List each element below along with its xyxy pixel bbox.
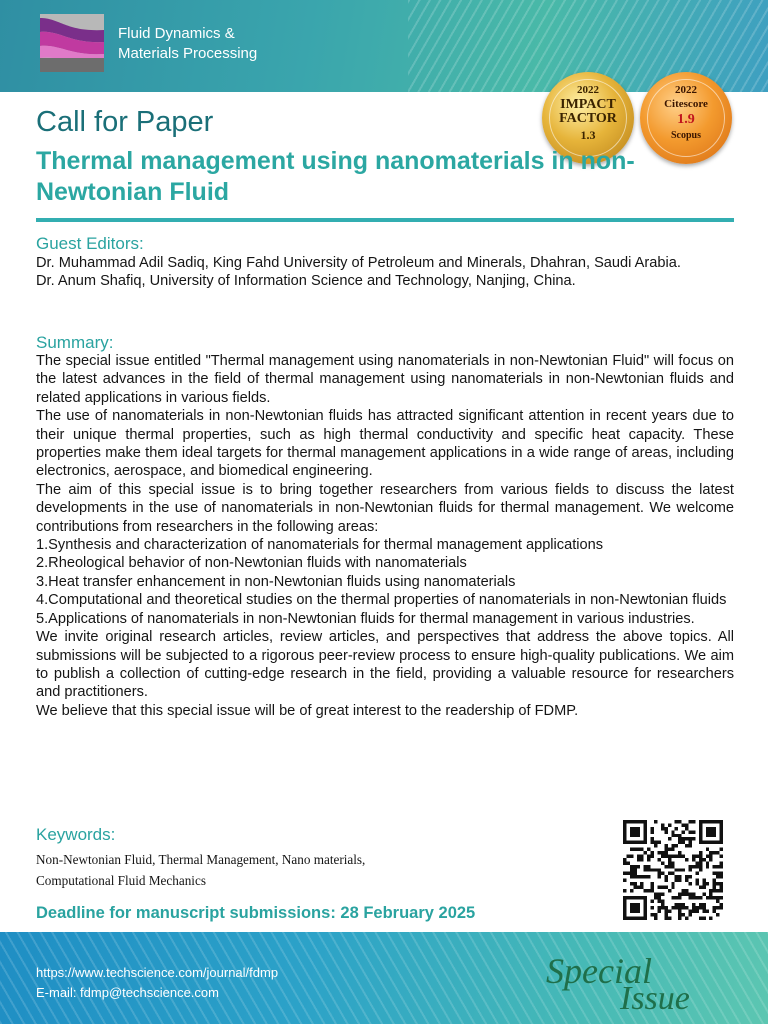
- guest-editors-list: [36, 254, 734, 291]
- summary-paragraph: We believe that this special issue will be of great interest to the readership of FDMP.: [36, 702, 579, 719]
- special-word: Special: [546, 951, 652, 991]
- summary-paragraph: The special issue entitled "Thermal management using nanomaterials in non-Newtonian Fluid" will focus on the latest advances in the field of thermal management using nanomaterials in non-Newtonian fluids and related applications in various fields.: [36, 353, 734, 406]
- issue-word: Issue: [620, 980, 690, 1017]
- header-banner: [0, 0, 768, 92]
- journal-logo-icon: [40, 14, 104, 72]
- keywords-text: [36, 849, 516, 891]
- guest-editor-1: Dr. Muhammad Adil Sadiq, King Fahd University of Petroleum and Minerals, Dhahran, Saudi Arabia.: [36, 255, 681, 271]
- citescore-source: Scopus: [670, 130, 701, 141]
- summary-body: [36, 352, 734, 720]
- footer-banner: [0, 932, 768, 1024]
- contact-info: [36, 963, 278, 1003]
- summary-heading: Summary:: [36, 333, 114, 352]
- citescore-value: 1.9: [677, 112, 695, 127]
- impact-factor-value: 1.3: [580, 128, 596, 142]
- guest-editors-heading: Guest Editors:: [36, 234, 144, 253]
- summary-paragraph: The use of nanomaterials in non-Newtonian fluids has attracted significant attention in recent years due to their unique thermal properties, such as high thermal conductivity and specific heat capacity. These properties make them ideal targets for thermal management applications in a wide range of areas, including electronics, aerospace, and biomedical engineering.: [36, 408, 734, 480]
- journal-name-line2: Materials Processing: [118, 45, 258, 62]
- keywords-heading: Keywords:: [36, 825, 116, 844]
- qr-code-icon[interactable]: [620, 820, 726, 920]
- citescore-label: Citescore: [664, 98, 708, 110]
- summary-paragraph: The aim of this special issue is to bring together researchers from various fields to discuss the latest developments in the use of nanomaterials in non-Newtonian fluids for thermal management. We welcome contributions from researchers in the following areas:: [36, 481, 734, 535]
- topic-item: 1.Synthesis and characterization of nanomaterials for thermal management applications: [36, 537, 604, 554]
- summary-paragraph: We invite original research articles, review articles, and perspectives that address the above topics. All submissions will be subjected to a rigorous peer-review process to ensure high-quality publications. We aim to publish a collection of cutting-edge research in the field, providing a valuable resource for researchers and practitioners.: [36, 629, 734, 701]
- topic-item: 4.Computational and theoretical studies on the thermal properties of nanomaterials in non-Newtonian fluids: [36, 592, 727, 609]
- impact-factor-label2: FACTOR: [559, 111, 617, 126]
- journal-name: [118, 24, 257, 64]
- keywords-line2: Computational Fluid Mechanics: [36, 873, 206, 888]
- topic-item: 2.Rheological behavior of non-Newtonian fluids with nanomaterials: [36, 555, 467, 572]
- journal-url-link[interactable]: https://www.techscience.com/journal/fdmp: [36, 965, 279, 980]
- keywords-line1: Non-Newtonian Fluid, Thermal Management, Nano materials,: [36, 852, 366, 867]
- special-issue-wordmark: [546, 946, 736, 1020]
- email-link[interactable]: E-mail: fdmp@techscience.com: [36, 985, 219, 1000]
- title-divider: [36, 218, 734, 222]
- special-issue-title: Thermal management using nanomaterials in non-Newtonian Fluid: [36, 147, 635, 206]
- journal-name-line1: Fluid Dynamics &: [118, 25, 235, 42]
- impact-factor-year: 2022: [577, 84, 599, 96]
- submission-deadline: Deadline for manuscript submissions: 28 February 2025: [36, 904, 476, 922]
- citescore-year: 2022: [675, 84, 697, 96]
- call-for-paper-heading: Call for Paper: [36, 106, 214, 138]
- guest-editor-2: Dr. Anum Shafiq, University of Information Science and Technology, Nanjing, China.: [36, 273, 576, 290]
- topic-item: 5.Applications of nanomaterials in non-Newtonian fluids for thermal management in various industries.: [36, 610, 695, 627]
- topic-item: 3.Heat transfer enhancement in non-Newtonian fluids using nanomaterials: [36, 573, 516, 590]
- impact-factor-label1: IMPACT: [560, 97, 616, 112]
